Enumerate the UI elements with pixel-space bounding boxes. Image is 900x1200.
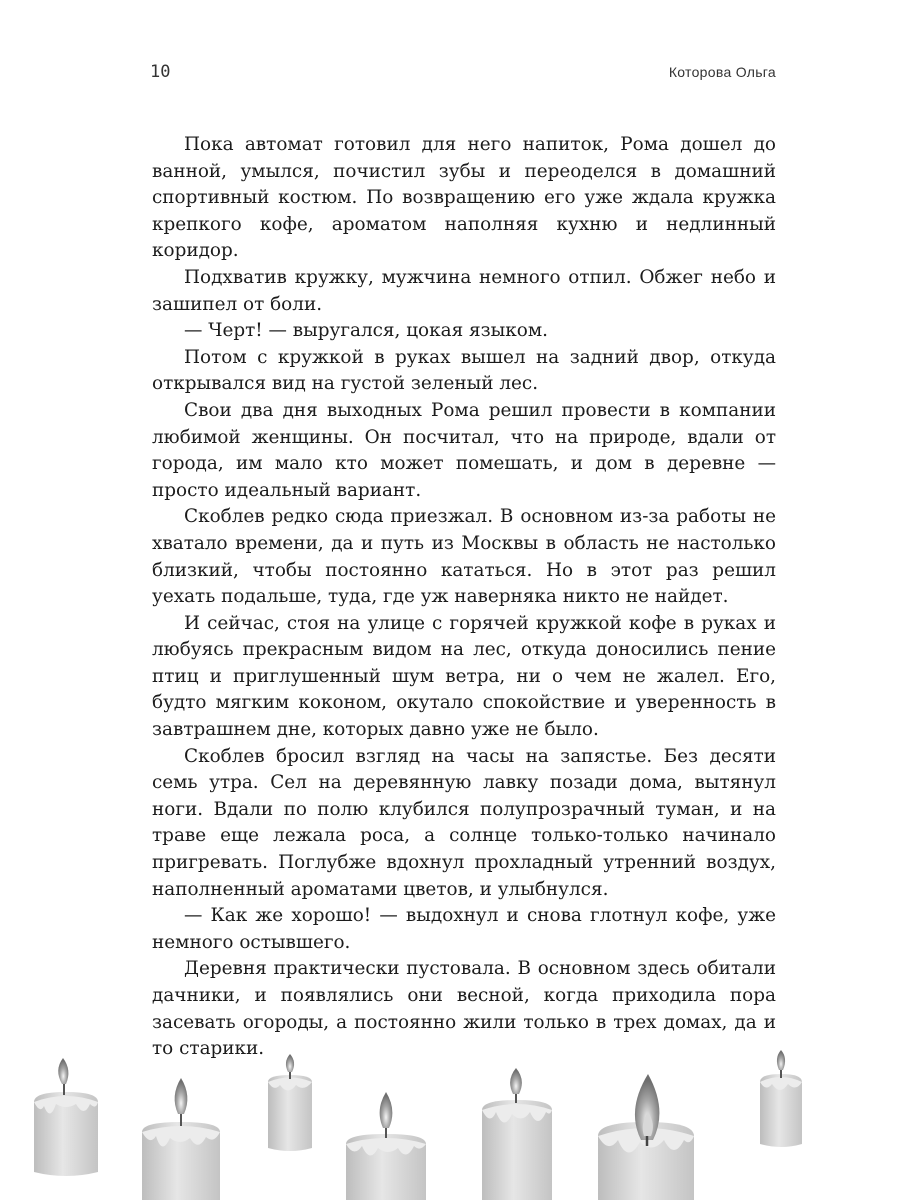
page-number: 10 [150, 62, 171, 82]
dialogue-line: — Черт! — выругался, цокая языком. [184, 320, 549, 342]
paragraph: Скоблев бросил взгляд на часы на запястье. Без десяти семь утра. Сел на деревянную лавку позади дома, вытянул ноги. Вдали по полю клубился полупрозрачный туман, и на траве еще лежала роса, а солнце только-только начинало пригревать. Поглубже вдохнул прохладный утренний воздух, наполненный ароматами цветов, и улыбнулся. [152, 745, 776, 900]
candle-icon [142, 1078, 220, 1200]
paragraph: Деревня практически пустовала. В основном здесь обитали дачники, и появлялись они весной, когда приходила пора засевать огороды, а постоянно жили только в трех домах, да и то старики. [152, 958, 776, 1060]
paragraph: Скоблев редко сюда приезжал. В основном из-за работы не хватало времени, да и путь из Москвы в область не настолько близкий, чтобы постоянно кататься. Но в этот раз решил уехать подальше, туда, где уж наверняка никто не найдет. [152, 506, 776, 608]
candle-icon [760, 1050, 802, 1147]
candle-icon [598, 1074, 694, 1200]
paragraph: Пока автомат готовил для него напиток, Рома дошел до ванной, умылся, почистил зубы и переоделся в домашний спортивный костюм. По возвращению его уже ждала кружка крепкого кофе, ароматом наполняя кухню и недлинный коридор. [152, 134, 776, 262]
candle-icon [346, 1092, 426, 1200]
candle-icon [268, 1054, 312, 1151]
body-text [152, 132, 776, 1063]
paragraph: Потом с кружкой в руках вышел на задний двор, откуда открывался вид на густой зеленый лес. [152, 346, 776, 395]
candle-icon [34, 1058, 98, 1176]
candles-illustration [0, 1040, 900, 1200]
paragraph: Свои два дня выходных Рома решил провести в компании любимой женщины. Он посчитал, что на природе, вдали от города, им мало кто может помешать, и дом в деревне — просто идеальный вариант. [152, 399, 776, 501]
dialogue-line: — Как же хорошо! — выдохнул и снова глотнул кофе, уже немного остывшего. [152, 905, 776, 953]
candle-icon [482, 1068, 552, 1200]
paragraph: И сейчас, стоя на улице с горячей кружкой кофе в руках и любуясь прекрасным видом на лес, откуда доносились пение птиц и приглушенный шум ветра, ни о чем не жалел. Его, будто мягким коконом, окутало спокойствие и уверенность в завтрашнем дне, которых давно уже не было. [152, 612, 776, 741]
paragraph: Подхватив кружку, мужчина немного отпил. Обжег небо и зашипел от боли. [152, 266, 776, 315]
running-head-author: Которова Ольга [668, 64, 776, 80]
